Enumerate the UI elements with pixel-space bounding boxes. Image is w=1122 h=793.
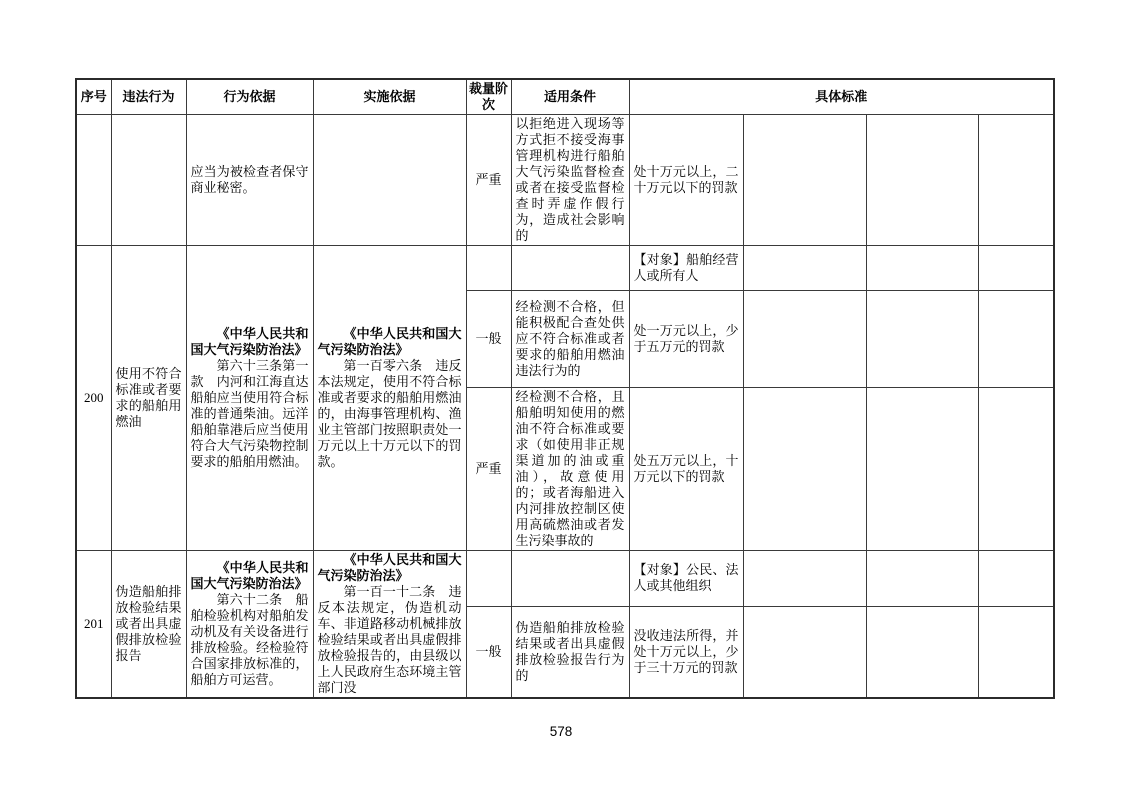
cell-prev-illegal-act-empty [111,115,186,246]
cell-201-act-basis [186,551,313,699]
penalty-standards-table [75,78,1055,699]
cell-200-sub0-level: 一般 [466,291,511,388]
page-number: 578 [549,724,573,739]
cell-prev-act-basis-continued [186,115,313,246]
cell-200-condition-empty [511,246,629,291]
empty-cell [866,551,978,607]
empty-cell [866,606,978,698]
empty-cell [978,115,1054,246]
empty-cell [978,388,1054,551]
col-header-act-basis: 行为依据 [186,79,313,115]
cell-201-impl-basis [313,551,466,699]
cell-200-impl-basis [313,246,466,551]
cell-prev-level: 严重 [466,115,511,246]
empty-cell [743,115,866,246]
law-body: 第六十三条第一款 内河和江海直达船舶应当使用符合标准的普通柴油。远洋船舶靠港后应当使用符合大气污染物控制要求的船舶用燃油。 [190,358,309,469]
cell-201-target: 【对象】公民、法人或其他组织 [629,551,743,607]
law-title: 《中华人民共和国大气污染防治法》 [317,552,462,583]
col-header-impl-basis: 实施依据 [313,79,466,115]
law-body: 第六十二条 船舶检验机构对船舶发动机及有关设备进行排放检验。经检验符合国家排放标准的，船舶方可运营。 [190,592,309,687]
table-row-201-target [76,551,1054,607]
cell-200-sub0-standard: 处一万元以上，少于五万元的罚款 [629,291,743,388]
empty-cell [743,388,866,551]
cell-200-sub0-condition: 经检测不合格，但能积极配合查处供应不符合标准或者要求的船舶用燃油违法行为的 [511,291,629,388]
cell-201-sub0-level: 一般 [466,606,511,698]
cell-201-sub0-condition: 伪造船舶排放检验结果或者出具虚假排放检验报告行为的 [511,606,629,698]
cell-prev-condition: 以拒绝进入现场等方式拒不接受海事管理机构进行船舶大气污染监督检查或者在接受监督检查时弄虚作假行为，造成社会影响的 [511,115,629,246]
table-header-row [76,79,1054,115]
cell-200-illegal-act: 使用不符合标准或者要求的船舶用燃油 [111,246,186,551]
cell-prev-impl-basis-empty [313,115,466,246]
law-title: 《中华人民共和国大气污染防治法》 [190,560,309,591]
cell-200-act-basis [186,246,313,551]
cell-200-target: 【对象】船舶经营人或所有人 [629,246,743,291]
col-header-illegal-act: 违法行为 [111,79,186,115]
empty-cell [978,551,1054,607]
empty-cell [866,115,978,246]
empty-cell [866,388,978,551]
cell-200-level-empty [466,246,511,291]
col-header-specific-standard: 具体标准 [629,79,1054,115]
cell-200-sub1-condition: 经检测不合格，且船舶明知使用的燃油不符合标准或要求（如使用非正规渠道加的油或重油），故意使用的；或者海船进入内河排放控制区使用高硫燃油或者发生污染事故的 [511,388,629,551]
empty-cell [978,606,1054,698]
table-row-200-target [76,246,1054,291]
empty-cell [866,291,978,388]
empty-cell [743,291,866,388]
cell-prev-serial-empty [76,115,111,246]
act-basis-continued-text: 应当为被检查者保守商业秘密。 [190,164,309,195]
empty-cell [743,606,866,698]
cell-201-condition-empty [511,551,629,607]
cell-201-illegal-act: 伪造船舶排放检验结果或者出具虚假排放检验报告 [111,551,186,699]
cell-201-level-empty [466,551,511,607]
col-header-discretion-level: 裁量阶次 [466,79,511,115]
empty-cell [978,246,1054,291]
empty-cell [866,246,978,291]
law-body: 第一百一十二条 违反本法规定，伪造机动车、非道路移动机械排放检验结果或者出具虚假排放检验报告的，由县级以上人民政府生态环境主管部门没 [317,584,462,695]
table-row-prev [76,115,1054,246]
empty-cell [743,551,866,607]
law-title: 《中华人民共和国大气污染防治法》 [190,326,309,357]
col-header-serial: 序号 [76,79,111,115]
cell-200-sub1-level: 严重 [466,388,511,551]
cell-prev-standard: 处十万元以上，二十万元以下的罚款 [629,115,743,246]
cell-200-sub1-standard: 处五万元以上，十万元以下的罚款 [629,388,743,551]
cell-200-serial: 200 [76,246,111,551]
cell-201-serial: 201 [76,551,111,699]
cell-201-sub0-standard: 没收违法所得，并处十万元以上，少于三十万元的罚款 [629,606,743,698]
col-header-applicable-condition: 适用条件 [511,79,629,115]
law-title: 《中华人民共和国大气污染防治法》 [317,326,462,357]
law-body: 第一百零六条 违反本法规定，使用不符合标准或者要求的船舶用燃油的，由海事管理机构、渔业主管部门按照职责处一万元以上十万元以下的罚款。 [317,358,462,469]
empty-cell [978,291,1054,388]
empty-cell [743,246,866,291]
